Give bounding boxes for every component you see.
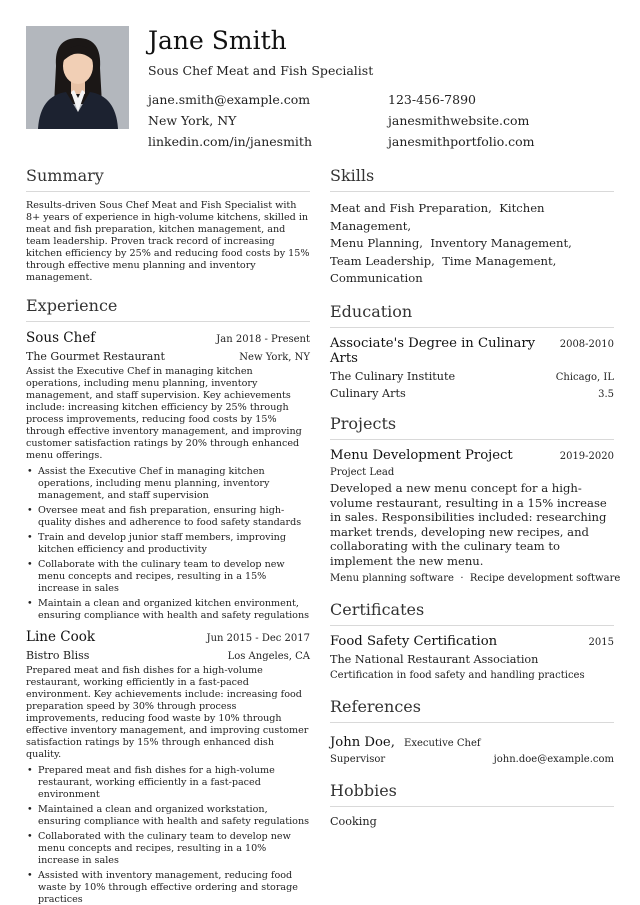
skill-item: Team Leadership,	[330, 253, 435, 268]
education-field: Culinary Arts	[330, 386, 406, 400]
hobbies-section	[330, 781, 614, 828]
job-title: Sous Chef	[26, 330, 96, 346]
reference-email[interactable]: john.doe@example.com	[493, 753, 614, 765]
job-entry	[26, 629, 310, 905]
skills-section	[330, 166, 614, 288]
certificate-title: Food Safety Certification	[330, 633, 498, 649]
job-bullet: • Collaborated with the culinary team to develop new menu concepts and recipes, resulting in a 10% increase in sales	[26, 831, 310, 867]
education-location: Chicago, IL	[555, 371, 614, 383]
contact-phone[interactable]: 123-456-7890	[388, 92, 476, 107]
education-section	[330, 302, 614, 400]
education-degree: Associate's Degree in Culinary Arts	[330, 335, 536, 366]
job-bullet: • Assisted with inventory management, reducing food waste by 10% through effective ordering and storage practices	[26, 870, 310, 905]
skill-item: Kitchen Management,	[330, 201, 545, 233]
certificates-heading: Certificates	[330, 600, 614, 626]
skill-item: Inventory Management,	[430, 236, 572, 251]
summary-heading: Summary	[26, 166, 310, 192]
contact-portfolio[interactable]: janesmithportfolio.com	[388, 134, 535, 149]
project-title: Menu Development Project	[330, 447, 513, 463]
experience-section	[26, 296, 310, 905]
skill-item: Communication	[330, 271, 423, 286]
references-section	[330, 697, 614, 765]
candidate-name: Jane Smith	[148, 26, 287, 55]
education-dates: 2008-2010	[559, 338, 614, 350]
education-gpa: 3.5	[598, 388, 614, 400]
reference-relation: Supervisor	[330, 753, 386, 765]
project-tool: Menu planning software	[330, 572, 454, 584]
education-school: The Culinary Institute	[330, 369, 456, 383]
skill-item: Time Management,	[442, 253, 557, 268]
contact-location: New York, NY	[148, 113, 237, 128]
job-bullets	[26, 466, 310, 622]
projects-section	[330, 413, 621, 584]
summary-section	[26, 166, 310, 284]
education-heading: Education	[330, 302, 614, 328]
project-description: Developed a new menu concept for a high-volume restaurant, resulting in a 15% increase in sales. Responsibilities included: researching market trends, developing new recipes, and collaborating with the culinary team to implement the new menu.	[330, 480, 607, 568]
job-bullet: • Collaborate with the culinary team to develop new menu concepts and recipes, resulting in a 15% increase in sales	[26, 559, 310, 595]
job-dates: Jan 2018 - Present	[216, 334, 310, 345]
job-company: The Gourmet Restaurant	[26, 350, 165, 363]
skill-item: Meat and Fish Preparation,	[330, 201, 492, 215]
profile-photo	[26, 26, 129, 129]
left-column	[26, 166, 310, 905]
summary-text: Results-driven Sous Chef Meat and Fish Specialist with 8+ years of experience in high-volume kitchens, skilled in meat and fish preparation, kitchen management, and team leadership. Proven track record of increasing kitchen efficiency by 25% and reducing food costs by 15% through effective menu planning and inventory management.	[26, 200, 310, 283]
certificate-year: 2015	[588, 636, 614, 648]
reference-position: Executive Chef	[404, 737, 481, 749]
certificates-section	[330, 600, 614, 681]
experience-heading: Experience	[26, 296, 310, 322]
certificate-description: Certification in food safety and handling practices	[330, 669, 585, 681]
references-heading: References	[330, 697, 614, 723]
job-bullet: • Train and develop junior staff members, improving kitchen efficiency and productivity	[26, 532, 310, 556]
certificate-issuer: The National Restaurant Association	[330, 652, 539, 666]
skills-heading: Skills	[330, 166, 614, 192]
profile-photo-image	[26, 26, 129, 129]
contact-linkedin[interactable]: linkedin.com/in/janesmith	[148, 134, 313, 149]
job-bullet: • Maintain a clean and organized kitchen environment, ensuring compliance with health and safety regulations	[26, 598, 310, 622]
job-location: Los Angeles, CA	[227, 651, 310, 662]
skill-item: Menu Planning,	[330, 236, 423, 251]
reference-name: John Doe,	[330, 734, 395, 750]
job-bullets	[26, 765, 310, 905]
job-location: New York, NY	[239, 352, 310, 363]
job-dates: Jun 2015 - Dec 2017	[206, 633, 310, 644]
candidate-title: Sous Chef Meat and Fish Specialist	[148, 63, 374, 78]
project-tools	[330, 572, 621, 584]
hobbies-heading: Hobbies	[330, 781, 614, 807]
job-description: Prepared meat and fish dishes for a high-volume restaurant, working efficiently in a fast-paced environment. Key achievements include: increasing food preparation speed by 30% through process improvements, reducing food waste by 10% through effective inventory management, and improving customer satisfaction ratings by 15% through enhanced dish quality.	[26, 665, 309, 760]
job-bullet: • Maintained a clean and organized workstation, ensuring compliance with health and safety regulations	[26, 804, 310, 828]
right-column	[330, 166, 621, 828]
job-bullet: • Assist the Executive Chef in managing kitchen operations, including menu planning, inventory management, and staff supervision	[26, 466, 310, 502]
job-bullet: • Prepared meat and fish dishes for a high-volume restaurant, working efficiently in a fast-paced environment	[26, 765, 310, 801]
job-description: Assist the Executive Chef in managing kitchen operations, including menu planning, inventory management, and staff supervision. Key achievements include: increasing kitchen efficiency by 25% through process improvements, reducing food costs by 15% through effective inventory management, and improving customer satisfaction ratings by 20% through enhanced menu offerings.	[26, 366, 302, 461]
skills-list	[330, 200, 614, 288]
tool-separator: ·	[460, 572, 464, 584]
contact-email[interactable]: jane.smith@example.com	[148, 92, 311, 107]
job-company: Bistro Bliss	[26, 649, 90, 662]
projects-heading: Projects	[330, 414, 614, 440]
contact-website[interactable]: janesmithwebsite.com	[388, 113, 530, 128]
job-bullet: • Oversee meat and fish preparation, ensuring high-quality dishes and adherence to food safety standards	[26, 505, 310, 529]
hobby-item: Cooking	[330, 814, 377, 828]
job-entry	[26, 330, 310, 622]
project-tool: Recipe development software	[469, 572, 621, 584]
project-dates: 2019-2020	[559, 450, 614, 462]
job-title: Line Cook	[26, 629, 96, 645]
project-role: Project Lead	[330, 466, 395, 478]
